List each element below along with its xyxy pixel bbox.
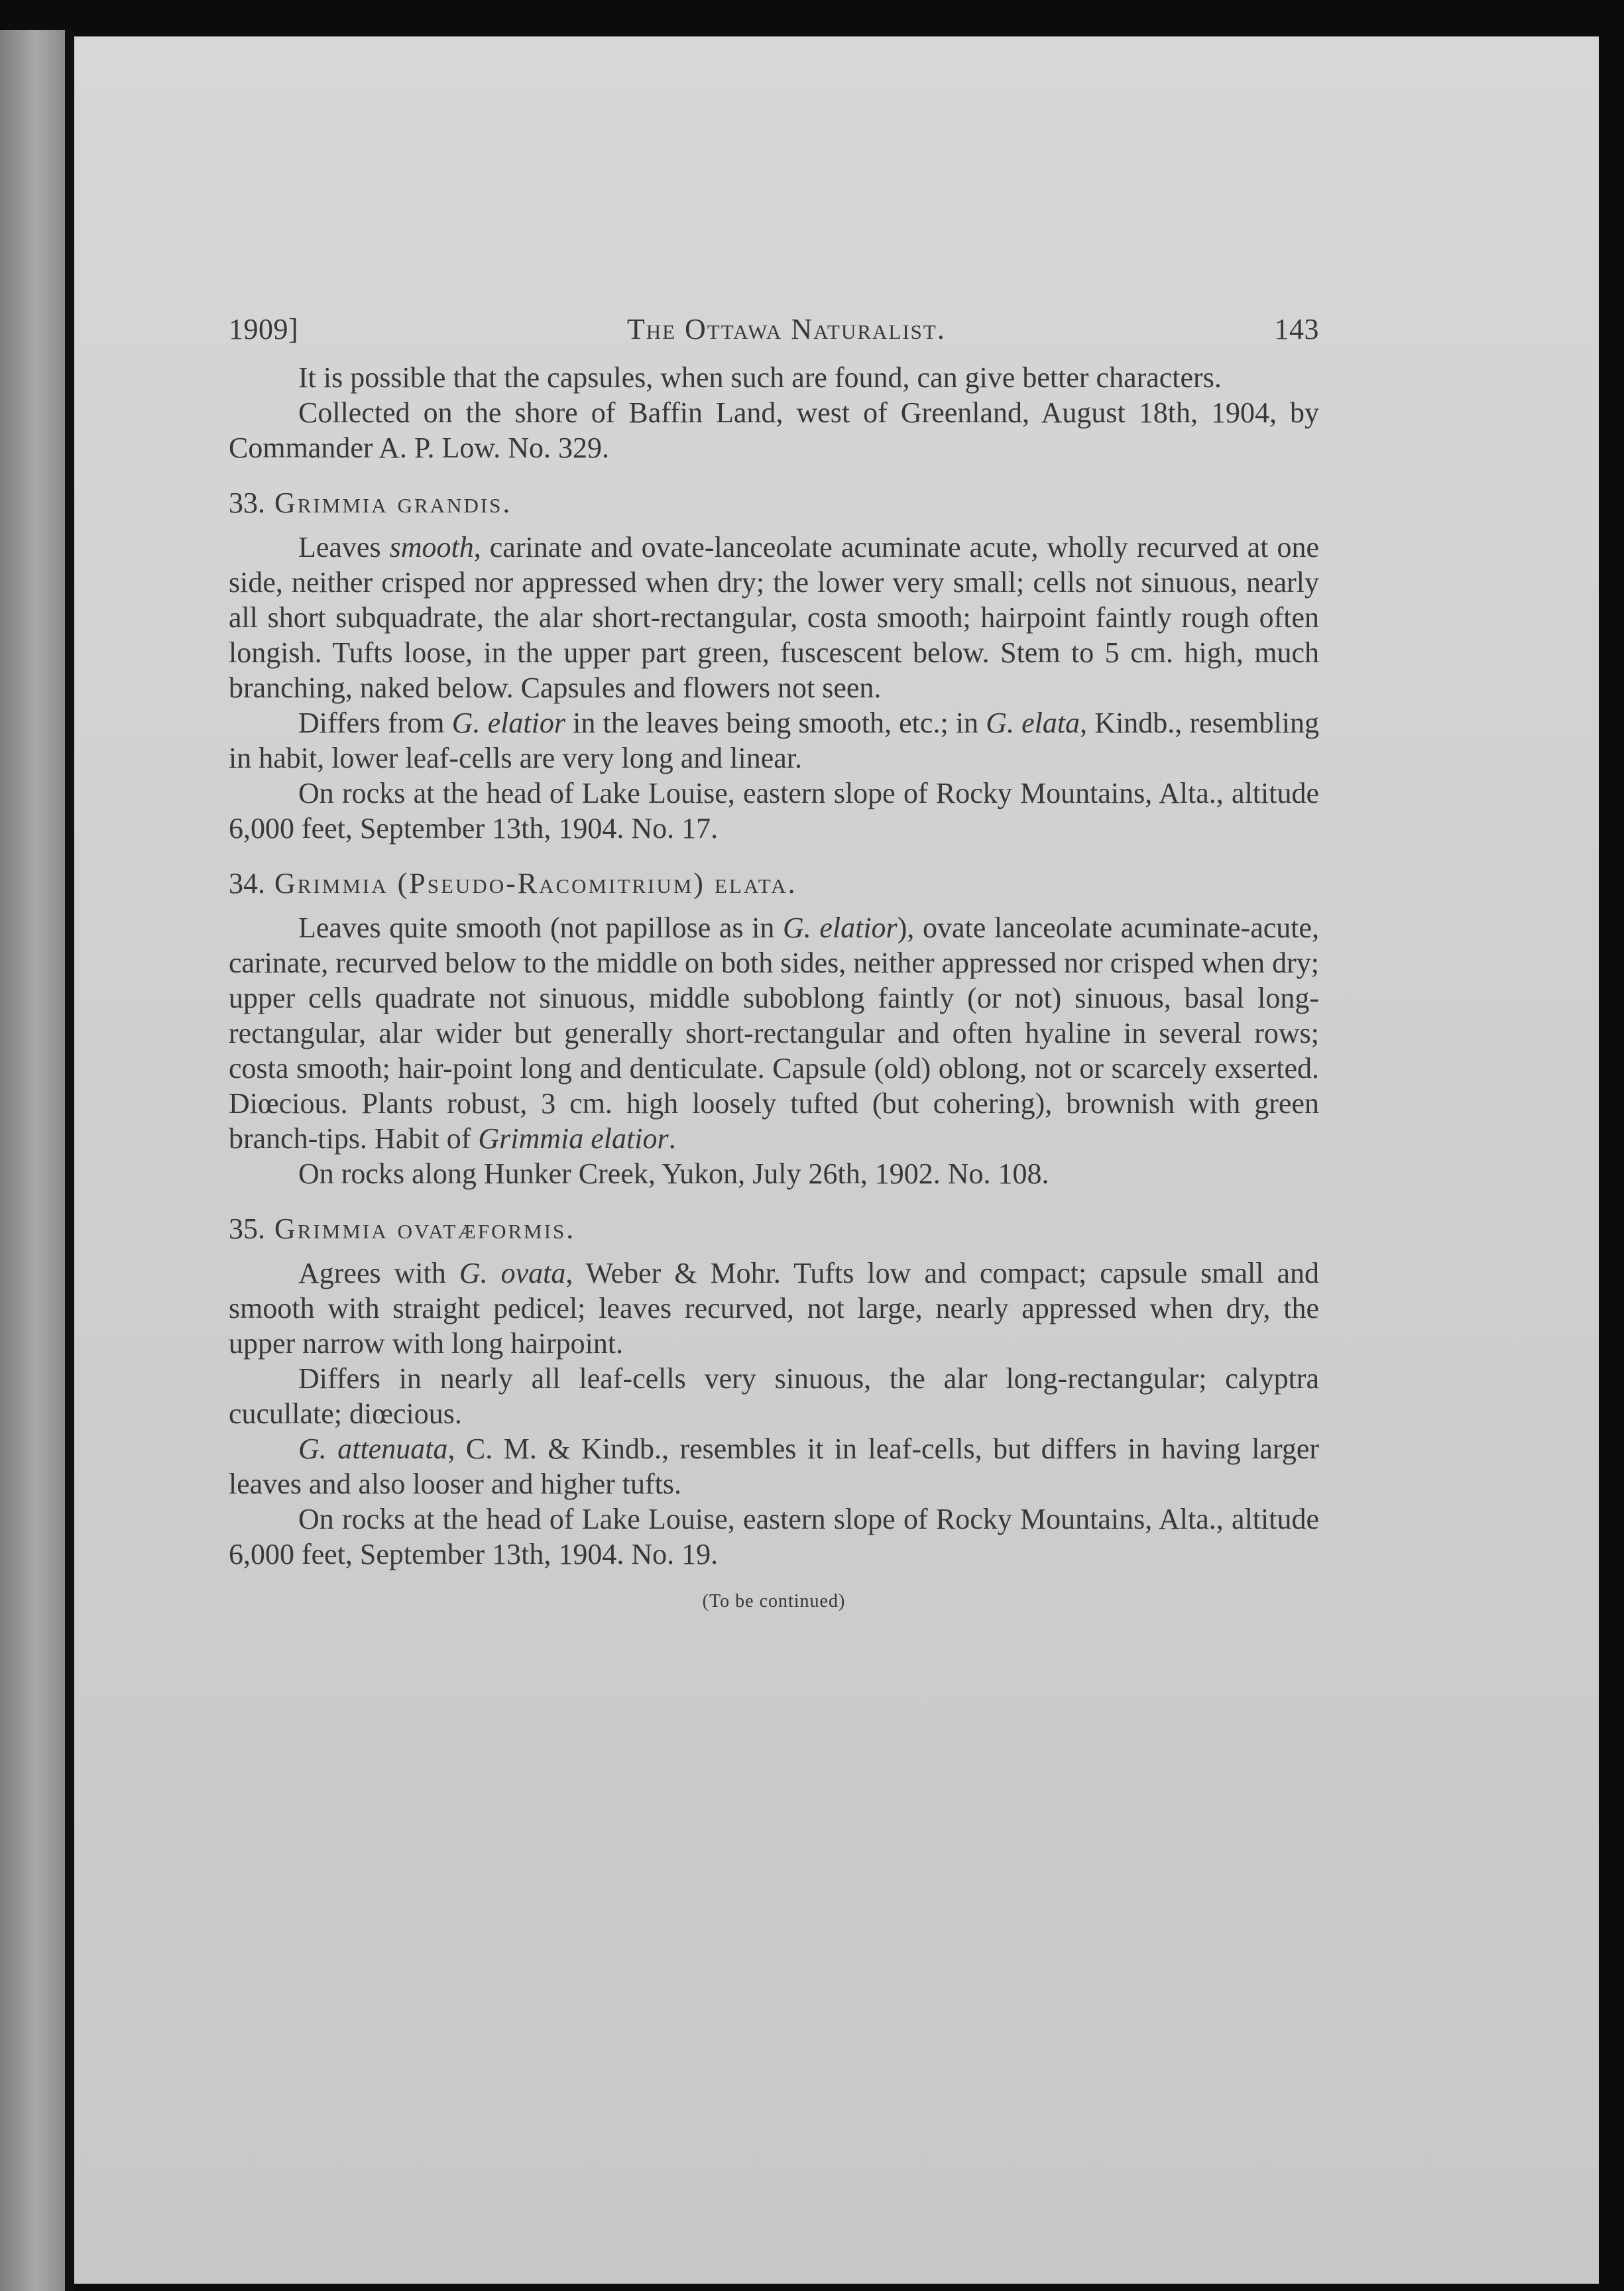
species-34-locality: On rocks along Hunker Creek, Yukon, July 26th, 1902. No. 108. [298, 1157, 1049, 1190]
species-35-name: Grimmia ovatæformis. [274, 1212, 576, 1245]
continued-note: (To be continued) [702, 1591, 846, 1612]
page-number: 143 [1274, 313, 1319, 345]
intro-paragraph: It is possible that the capsules, when such are found, can give better characters. [298, 361, 1222, 394]
running-head [229, 312, 1319, 347]
species-33-number: 33. [229, 487, 265, 519]
species-33-name: Grimmia grandis. [274, 487, 512, 519]
species-35-number: 35. [229, 1212, 265, 1245]
species-35-description: Agrees with G. ovata, Weber & Mohr. Tufts low and compact; capsule small and smooth with straight pedicel; leaves recurved, not large, nearly appressed when dry, the upper narrow with long hairpoint. [229, 1257, 1319, 1360]
species-33-description: Leaves smooth, carinate and ovate-lanceolate acuminate acute, wholly recurved at one side, neither crisped nor appressed when dry; the lower very small; cells not sinuous, nearly all short subquadrate, the alar short-rectangular, costa smooth; hairpoint faintly rough often longish. Tufts loose, in the upper part green, fuscescent below. Stem to 5 cm. high, much branching, naked below. Capsules and flowers not seen. [229, 531, 1319, 704]
species-35-locality: On rocks at the head of Lake Louise, eastern slope of Rocky Mountains, Alta., altitude 6,000 feet, September 13th, 1904. No. 19. [229, 1503, 1319, 1570]
intro-collection-note: Collected on the shore of Baffin Land, west of Greenland, August 18th, 1904, by Commander A. P. Low. No. 329. [229, 396, 1319, 464]
text-column [229, 312, 1319, 1619]
species-34-description: Leaves quite smooth (not papillose as in G. elatior), ovate lanceolate acuminate-acute, carinate, recurved below to the middle on both sides, neither appressed nor crisped when dry; upper cells quadrate not sinuous, middle suboblong faintly (or not) sinuous, basal long-rectangular, alar wider but generally short-rectangular and often hyaline in several rows; costa smooth; hair-point long and denticulate. Capsule (old) oblong, not or scarcely exserted. Diœcious. Plants robust, 3 cm. high loosely tufted (but cohering), brownish with green branch-tips. Habit of Grimmia elatior. [229, 911, 1320, 1155]
scan-binding-edge [65, 30, 74, 2291]
species-34-name: Grimmia (Pseudo-Racomitrium) elata. [274, 867, 797, 900]
species-35-heading [229, 1211, 1319, 1246]
running-head-journal: The Ottawa Naturalist. [626, 313, 946, 345]
running-head-year: 1909] [229, 313, 299, 345]
species-35-differences: Differs in nearly all leaf-cells very sinuous, the alar long-rectangular; calyptra cucullate; diœcious. [229, 1362, 1319, 1430]
species-34-number: 34. [229, 867, 265, 900]
species-35-comparison: G. attenuata, C. M. & Kindb., resembles it in leaf-cells, but differs in having larger leaves and also looser and higher tufts. [229, 1433, 1320, 1500]
species-33-locality: On rocks at the head of Lake Louise, eastern slope of Rocky Mountains, Alta., altitude 6,000 feet, September 13th, 1904. No. 17. [229, 777, 1319, 845]
scan-left-margin [0, 30, 66, 2291]
species-34-heading [229, 866, 1319, 901]
species-33-heading [229, 485, 1319, 520]
species-33-differences: Differs from G. elatior in the leaves being smooth, etc.; in G. elata, Kindb., resembling in habit, lower leaf-cells are very long and linear. [229, 707, 1319, 774]
